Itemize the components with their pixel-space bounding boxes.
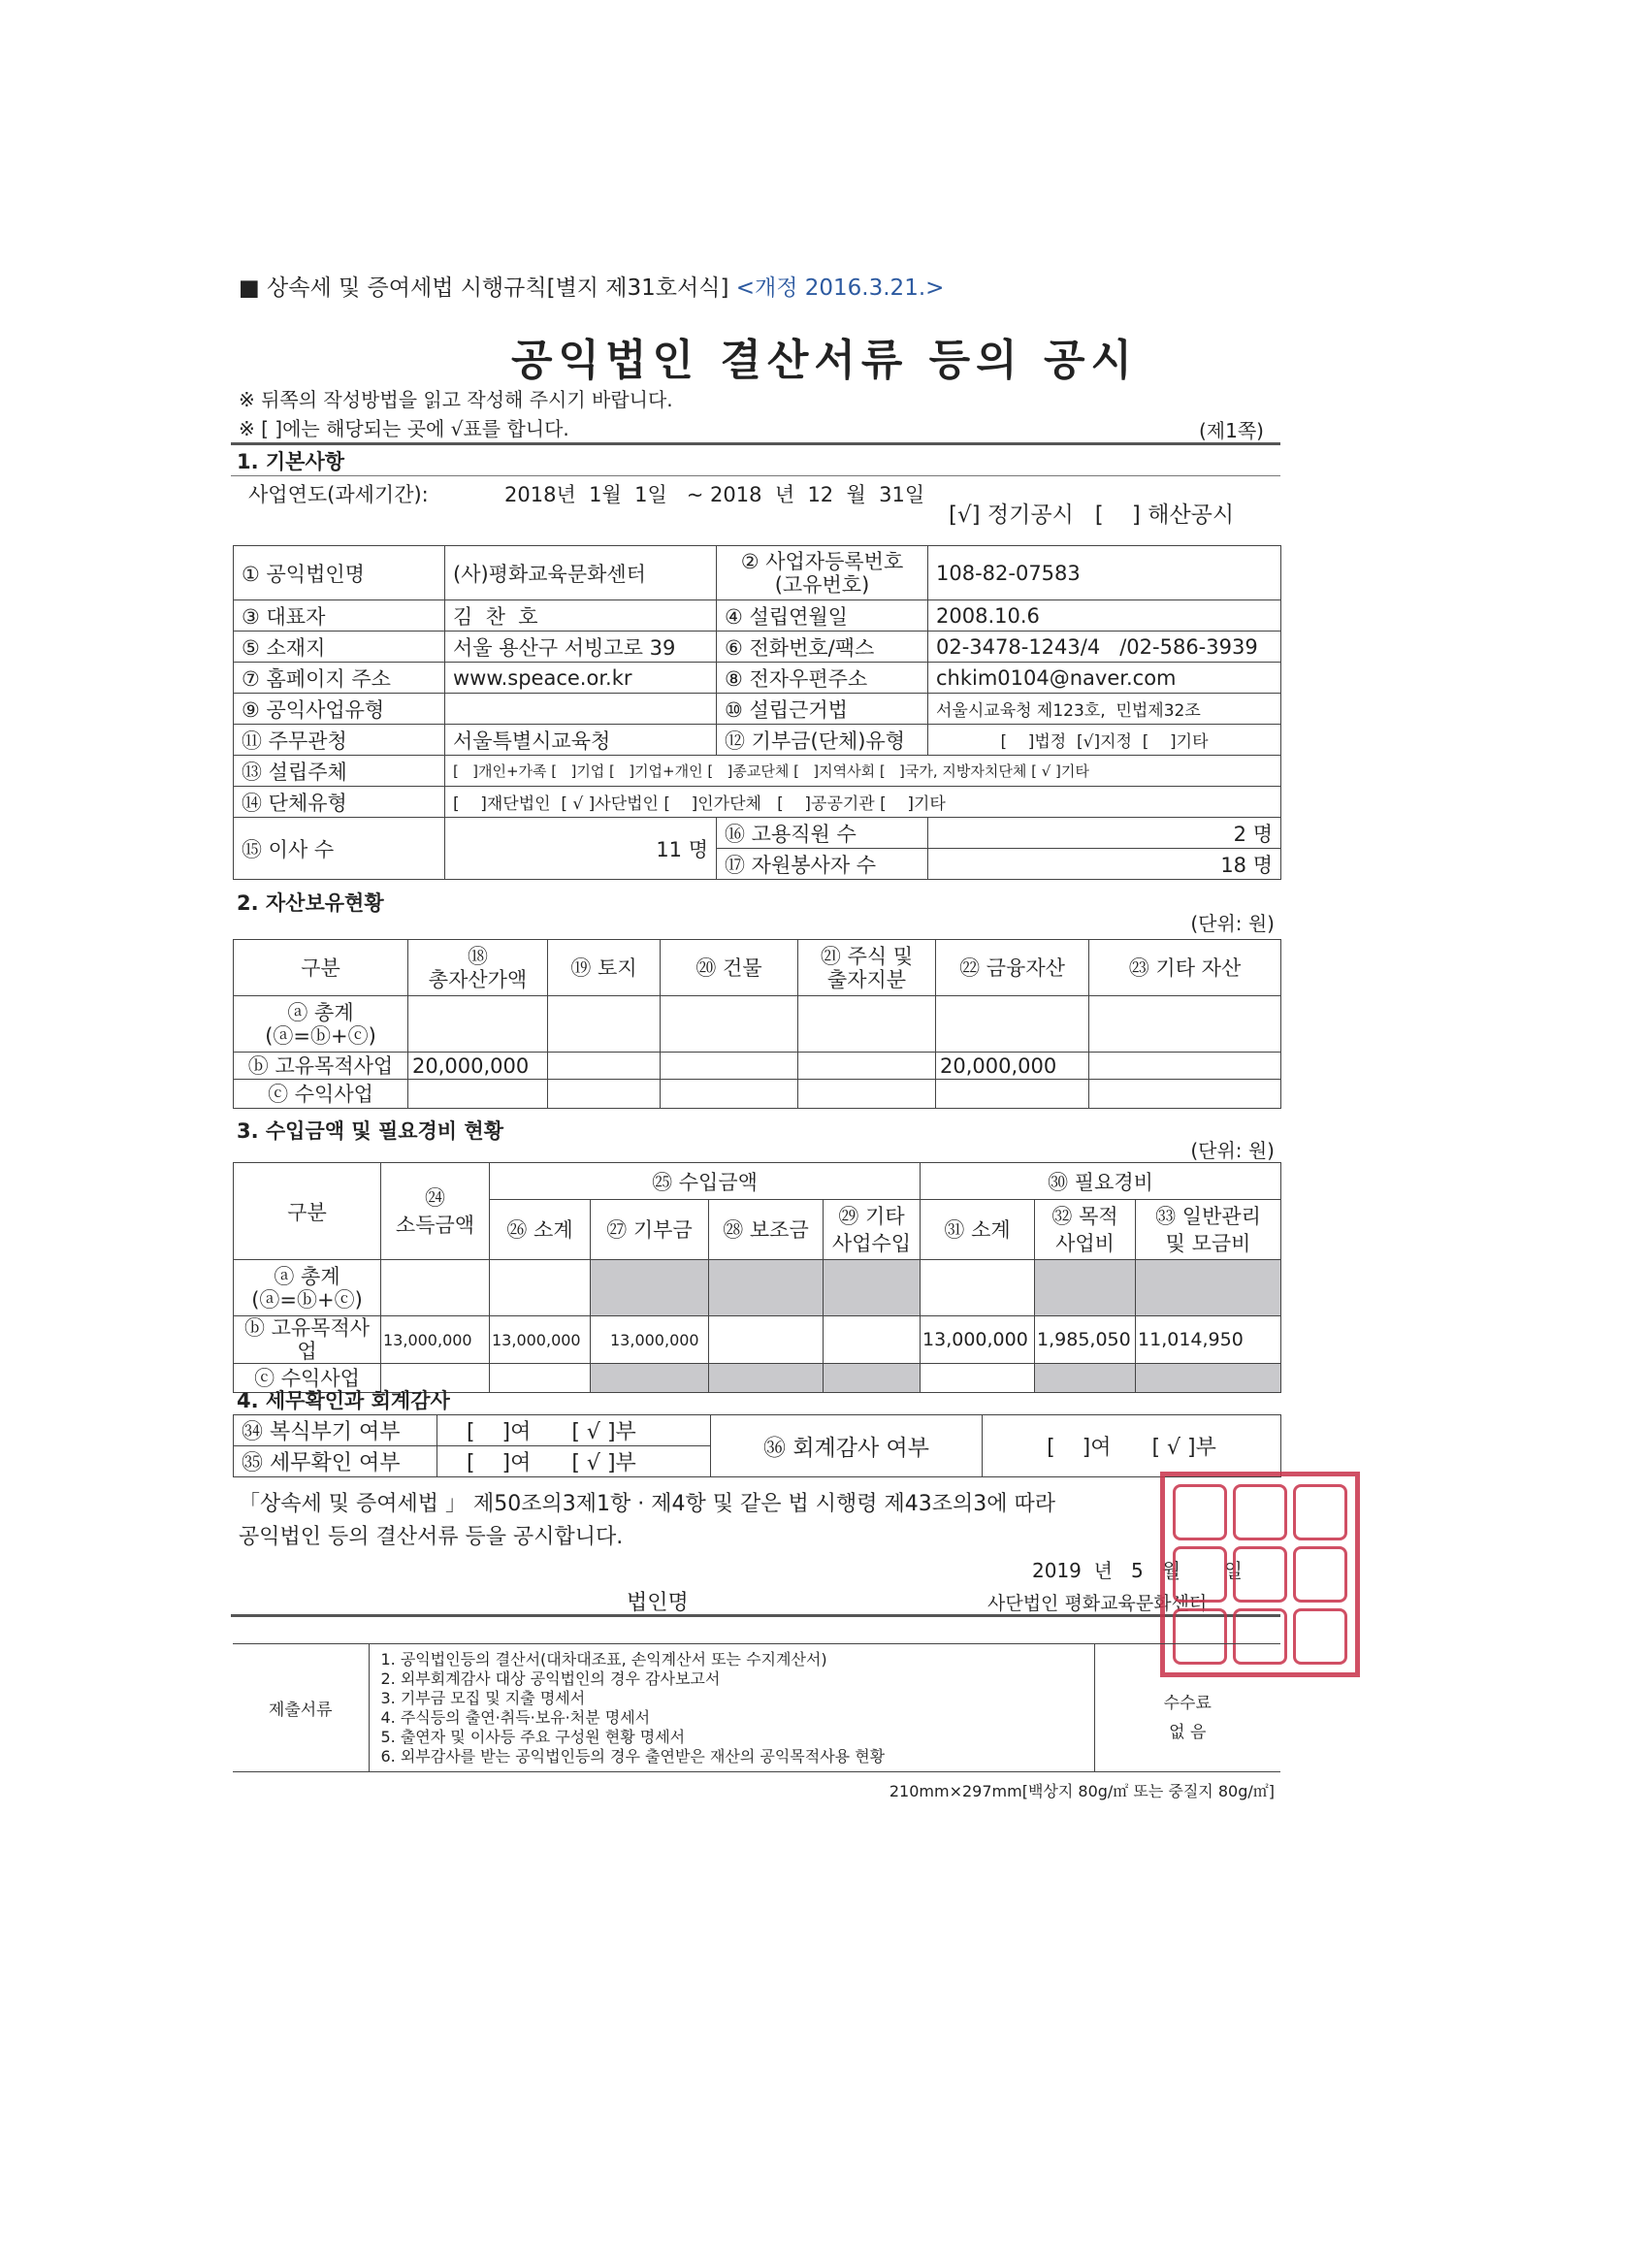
table-cell: [798, 1080, 936, 1109]
table-cell: [1035, 1364, 1136, 1393]
authority-value: 서울특별시교육청: [445, 725, 717, 756]
table-cell: 13,000,000: [591, 1316, 709, 1364]
table-cell: 13,000,000: [921, 1316, 1035, 1364]
table-cell: [709, 1260, 824, 1316]
section1-heading: 1. 기본사항: [237, 450, 345, 473]
table-cell: 13,000,000: [490, 1316, 591, 1364]
revision-text: <개정 2016.3.21.>: [735, 275, 945, 301]
section2-heading: 2. 자산보유현황: [237, 891, 384, 915]
declaration-line-1: 「상속세 및 증여세법 」 제50조의3제1항 · 제4항 및 같은 법 시행령 제43조의3에 따라: [239, 1492, 1055, 1516]
s3-col-header: ㉛ 소계: [921, 1200, 1035, 1260]
table-cell: [548, 1080, 661, 1109]
table-cell: [1089, 1053, 1281, 1080]
org-type-label: ⑭ 단체유형: [234, 787, 445, 818]
s3-col-header: ㉙ 기타 사업수입: [824, 1200, 921, 1260]
biz-no-label: ② 사업자등록번호 (고유번호): [717, 546, 928, 600]
corp-name-value: (사)평화교육문화센터: [445, 546, 717, 600]
table-cell: [921, 1364, 1035, 1393]
fee-value: 없 음: [1169, 1722, 1207, 1742]
section2-unit: (단위: 원): [1190, 912, 1275, 935]
s2-col-header: ㉑ 주식 및 출자지분: [798, 940, 936, 996]
section4-heading: 4. 세무확인과 회계감사: [237, 1389, 450, 1412]
table-cell: [824, 1316, 921, 1364]
table-cell: 1,985,050: [1035, 1316, 1136, 1364]
submission-table: [233, 1643, 1280, 1772]
addr-label: ⑤ 소재지: [234, 632, 445, 663]
table-cell: [381, 1260, 490, 1316]
s3-col-header: ㉝ 일반관리 및 모금비: [1136, 1200, 1281, 1260]
declaration-date: 2019 년 5 월 일: [1032, 1559, 1243, 1582]
table-cell: 13,000,000: [381, 1316, 490, 1364]
submission-item: 3. 기부금 모집 및 지출 명세서: [380, 1688, 586, 1707]
founder-label: ⑬ 설립주체: [234, 756, 445, 787]
table-cell: [936, 1080, 1089, 1109]
table-cell: [936, 996, 1089, 1053]
rep-value: 김 찬 호: [445, 600, 717, 632]
period-label: 사업연도(과세기간):: [248, 483, 429, 506]
divider: [231, 442, 1280, 445]
table-cell: [661, 1053, 798, 1080]
s3-col-header: ㉗ 기부금: [591, 1200, 709, 1260]
period-value: 2018년 1월 1일 ~ 2018 년 12 월 31일: [504, 483, 925, 506]
table-row: [234, 996, 1281, 1053]
section3-unit: (단위: 원): [1190, 1139, 1275, 1162]
row-label: ⓑ 고유목적사업: [234, 1316, 381, 1364]
tax-check-value: [ ]여 [ √ ]부: [437, 1446, 711, 1477]
declaration-line-2: 공익법인 등의 결산서류 등을 공시합니다.: [239, 1525, 624, 1549]
audit-value: [ ]여 [ √ ]부: [983, 1415, 1281, 1477]
donation-type-label: ⑫ 기부금(단체)유형: [717, 725, 928, 756]
basic-info-table: [233, 545, 1281, 880]
table-cell: [921, 1260, 1035, 1316]
table-cell: [709, 1316, 824, 1364]
audit-table: [233, 1414, 1281, 1477]
asset-table: [233, 939, 1281, 1109]
table-cell: [661, 996, 798, 1053]
table-cell: 20,000,000: [408, 1053, 548, 1080]
legal-basis-value: 서울시교육청 제123호, 민법제32조: [928, 694, 1281, 725]
homepage-label: ⑦ 홈페이지 주소: [234, 663, 445, 694]
table-cell: [1136, 1364, 1281, 1393]
row-label: ⓒ 수익사업: [234, 1080, 408, 1109]
row-label: ⓐ 총계 (ⓐ=ⓑ+ⓒ): [234, 996, 408, 1053]
s3-col-header: ㉘ 보조금: [709, 1200, 824, 1260]
disclosure-type: [√] 정기공시 [ ] 해산공시: [949, 502, 1235, 528]
submission-list: [369, 1644, 1094, 1772]
founder-value: [ ]개인+가족 [ ]기업 [ ]기업+개인 [ ]종교단체 [ ]지역사회 [ ]국가, 지방자치단체 [ √ ]기타: [445, 756, 1281, 787]
employees-label: ⑯ 고용직원 수: [717, 818, 928, 849]
authority-label: ⑪ 주무관청: [234, 725, 445, 756]
section3-heading: 3. 수입금액 및 필요경비 현황: [237, 1119, 503, 1143]
table-cell: [591, 1260, 709, 1316]
row-label: ⓐ 총계 (ⓐ=ⓑ+ⓒ): [234, 1260, 381, 1316]
paper-spec: 210mm×297mm[백상지 80g/㎡ 또는 중질지 80g/㎡]: [889, 1782, 1275, 1800]
table-row: [234, 1260, 1281, 1316]
double-entry-value: [ ]여 [ √ ]부: [437, 1415, 711, 1446]
table-cell: [1089, 1080, 1281, 1109]
divider: [231, 475, 1280, 476]
biz-type-label: ⑨ 공익사업유형: [234, 694, 445, 725]
s2-col-header: ⑲ 토지: [548, 940, 661, 996]
table-cell: 11,014,950: [1136, 1316, 1281, 1364]
corp-name-caption: 법인명: [627, 1591, 689, 1615]
table-cell: [798, 1053, 936, 1080]
table-cell: [1035, 1260, 1136, 1316]
phone-value: 02-3478-1243/4 /02-586-3939: [928, 632, 1281, 663]
table-cell: [490, 1260, 591, 1316]
table-cell: [408, 1080, 548, 1109]
email-value: chkim0104@naver.com: [928, 663, 1281, 694]
table-row: [234, 1080, 1281, 1109]
org-type-value: [ ]재단법인 [ √ ]사단법인 [ ]인가단체 [ ]공공기관 [ ]기타: [445, 787, 1281, 818]
rep-label: ③ 대표자: [234, 600, 445, 632]
directors-value: 11 명: [445, 818, 717, 880]
table-cell: [661, 1080, 798, 1109]
addr-value: 서울 용산구 서빙고로 39: [445, 632, 717, 663]
phone-label: ⑥ 전화번호/팩스: [717, 632, 928, 663]
form-reference: [239, 270, 944, 302]
submission-item: 1. 공익법인등의 결산서(대차대조표, 손익계산서 또는 수지계산서): [380, 1649, 827, 1669]
audit-label: ㊱ 회계감사 여부: [711, 1415, 983, 1477]
s2-col-header: ㉒ 금융자산: [936, 940, 1089, 996]
table-cell: [1089, 996, 1281, 1053]
fee-label: 수수료: [1163, 1693, 1212, 1713]
table-cell: [490, 1364, 591, 1393]
income-table: [233, 1162, 1281, 1393]
tax-check-label: ㉟ 세무확인 여부: [234, 1446, 437, 1477]
table-cell: [1136, 1260, 1281, 1316]
corp-name-signature: 사단법인 평화교육문화센터: [987, 1593, 1208, 1614]
table-cell: [591, 1364, 709, 1393]
submission-item: 6. 외부감사를 받는 공익법인등의 경우 출연받은 재산의 공익목적사용 현황: [380, 1746, 886, 1766]
form-ref-text: ■ 상속세 및 증여세법 시행규칙[별지 제31호서식]: [239, 275, 729, 301]
table-cell: [824, 1364, 921, 1393]
table-row: [234, 1053, 1281, 1080]
biz-type-value: [445, 694, 717, 725]
page-number: (제1쪽): [1199, 419, 1264, 442]
table-cell: [548, 996, 661, 1053]
row-label: ⓑ 고유목적사업: [234, 1053, 408, 1080]
volunteers-value: 18 명: [928, 849, 1281, 880]
submission-item: 2. 외부회계감사 대상 공익법인의 경우 감사보고서: [380, 1669, 721, 1688]
volunteers-label: ⑰ 자원봉사자 수: [717, 849, 928, 880]
est-date-value: 2008.10.6: [928, 600, 1281, 632]
page-title: 공익법인 결산서류 등의 공시: [510, 336, 1138, 385]
s3-col-header: ㉖ 소계: [490, 1200, 591, 1260]
divider: [231, 1614, 1280, 1617]
table-cell: [798, 996, 936, 1053]
s3-revenue-group-header: ㉕ 수입금액: [490, 1163, 921, 1200]
table-cell: [408, 996, 548, 1053]
table-cell: [548, 1053, 661, 1080]
s3-expense-group-header: ㉚ 필요경비: [921, 1163, 1281, 1200]
double-entry-label: ㉞ 복식부기 여부: [234, 1415, 437, 1446]
row-label: ⓒ 수익사업: [234, 1364, 381, 1393]
corp-name-label: ① 공익법인명: [234, 546, 445, 600]
homepage-value: www.speace.or.kr: [445, 663, 717, 694]
s3-income-header: ㉔ 소득금액: [381, 1163, 490, 1260]
table-cell: 20,000,000: [936, 1053, 1089, 1080]
employees-value: 2 명: [928, 818, 1281, 849]
table-cell: [824, 1260, 921, 1316]
table-row: [234, 1316, 1281, 1364]
note-1: ※ 뒤쪽의 작성방법을 읽고 작성해 주시기 바랍니다.: [239, 388, 673, 411]
table-cell: [709, 1364, 824, 1393]
biz-no-value: 108-82-07583: [928, 546, 1281, 600]
s2-col-header: ⑱ 총자산가액: [408, 940, 548, 996]
submission-item: 5. 출연자 및 이사등 주요 구성원 현황 명세서: [380, 1727, 686, 1746]
note-2: ※ [ ]에는 해당되는 곳에 √표를 합니다.: [239, 417, 569, 440]
submission-label: 제출서류: [233, 1644, 369, 1772]
email-label: ⑧ 전자우편주소: [717, 663, 928, 694]
s3-gubun-header: 구분: [234, 1163, 381, 1260]
directors-label: ⑮ 이사 수: [234, 818, 445, 880]
fee-cell: [1094, 1644, 1280, 1772]
s2-col-header: ㉓ 기타 자산: [1089, 940, 1281, 996]
donation-type-value: [ ]법정 [√]지정 [ ]기타: [928, 725, 1281, 756]
s2-col-header: ⑳ 건물: [661, 940, 798, 996]
s2-col-header: 구분: [234, 940, 408, 996]
est-date-label: ④ 설립연월일: [717, 600, 928, 632]
s3-col-header: ㉜ 목적 사업비: [1035, 1200, 1136, 1260]
legal-basis-label: ⑩ 설립근거법: [717, 694, 928, 725]
submission-item: 4. 주식등의 출연·취득·보유·처분 명세서: [380, 1707, 651, 1727]
